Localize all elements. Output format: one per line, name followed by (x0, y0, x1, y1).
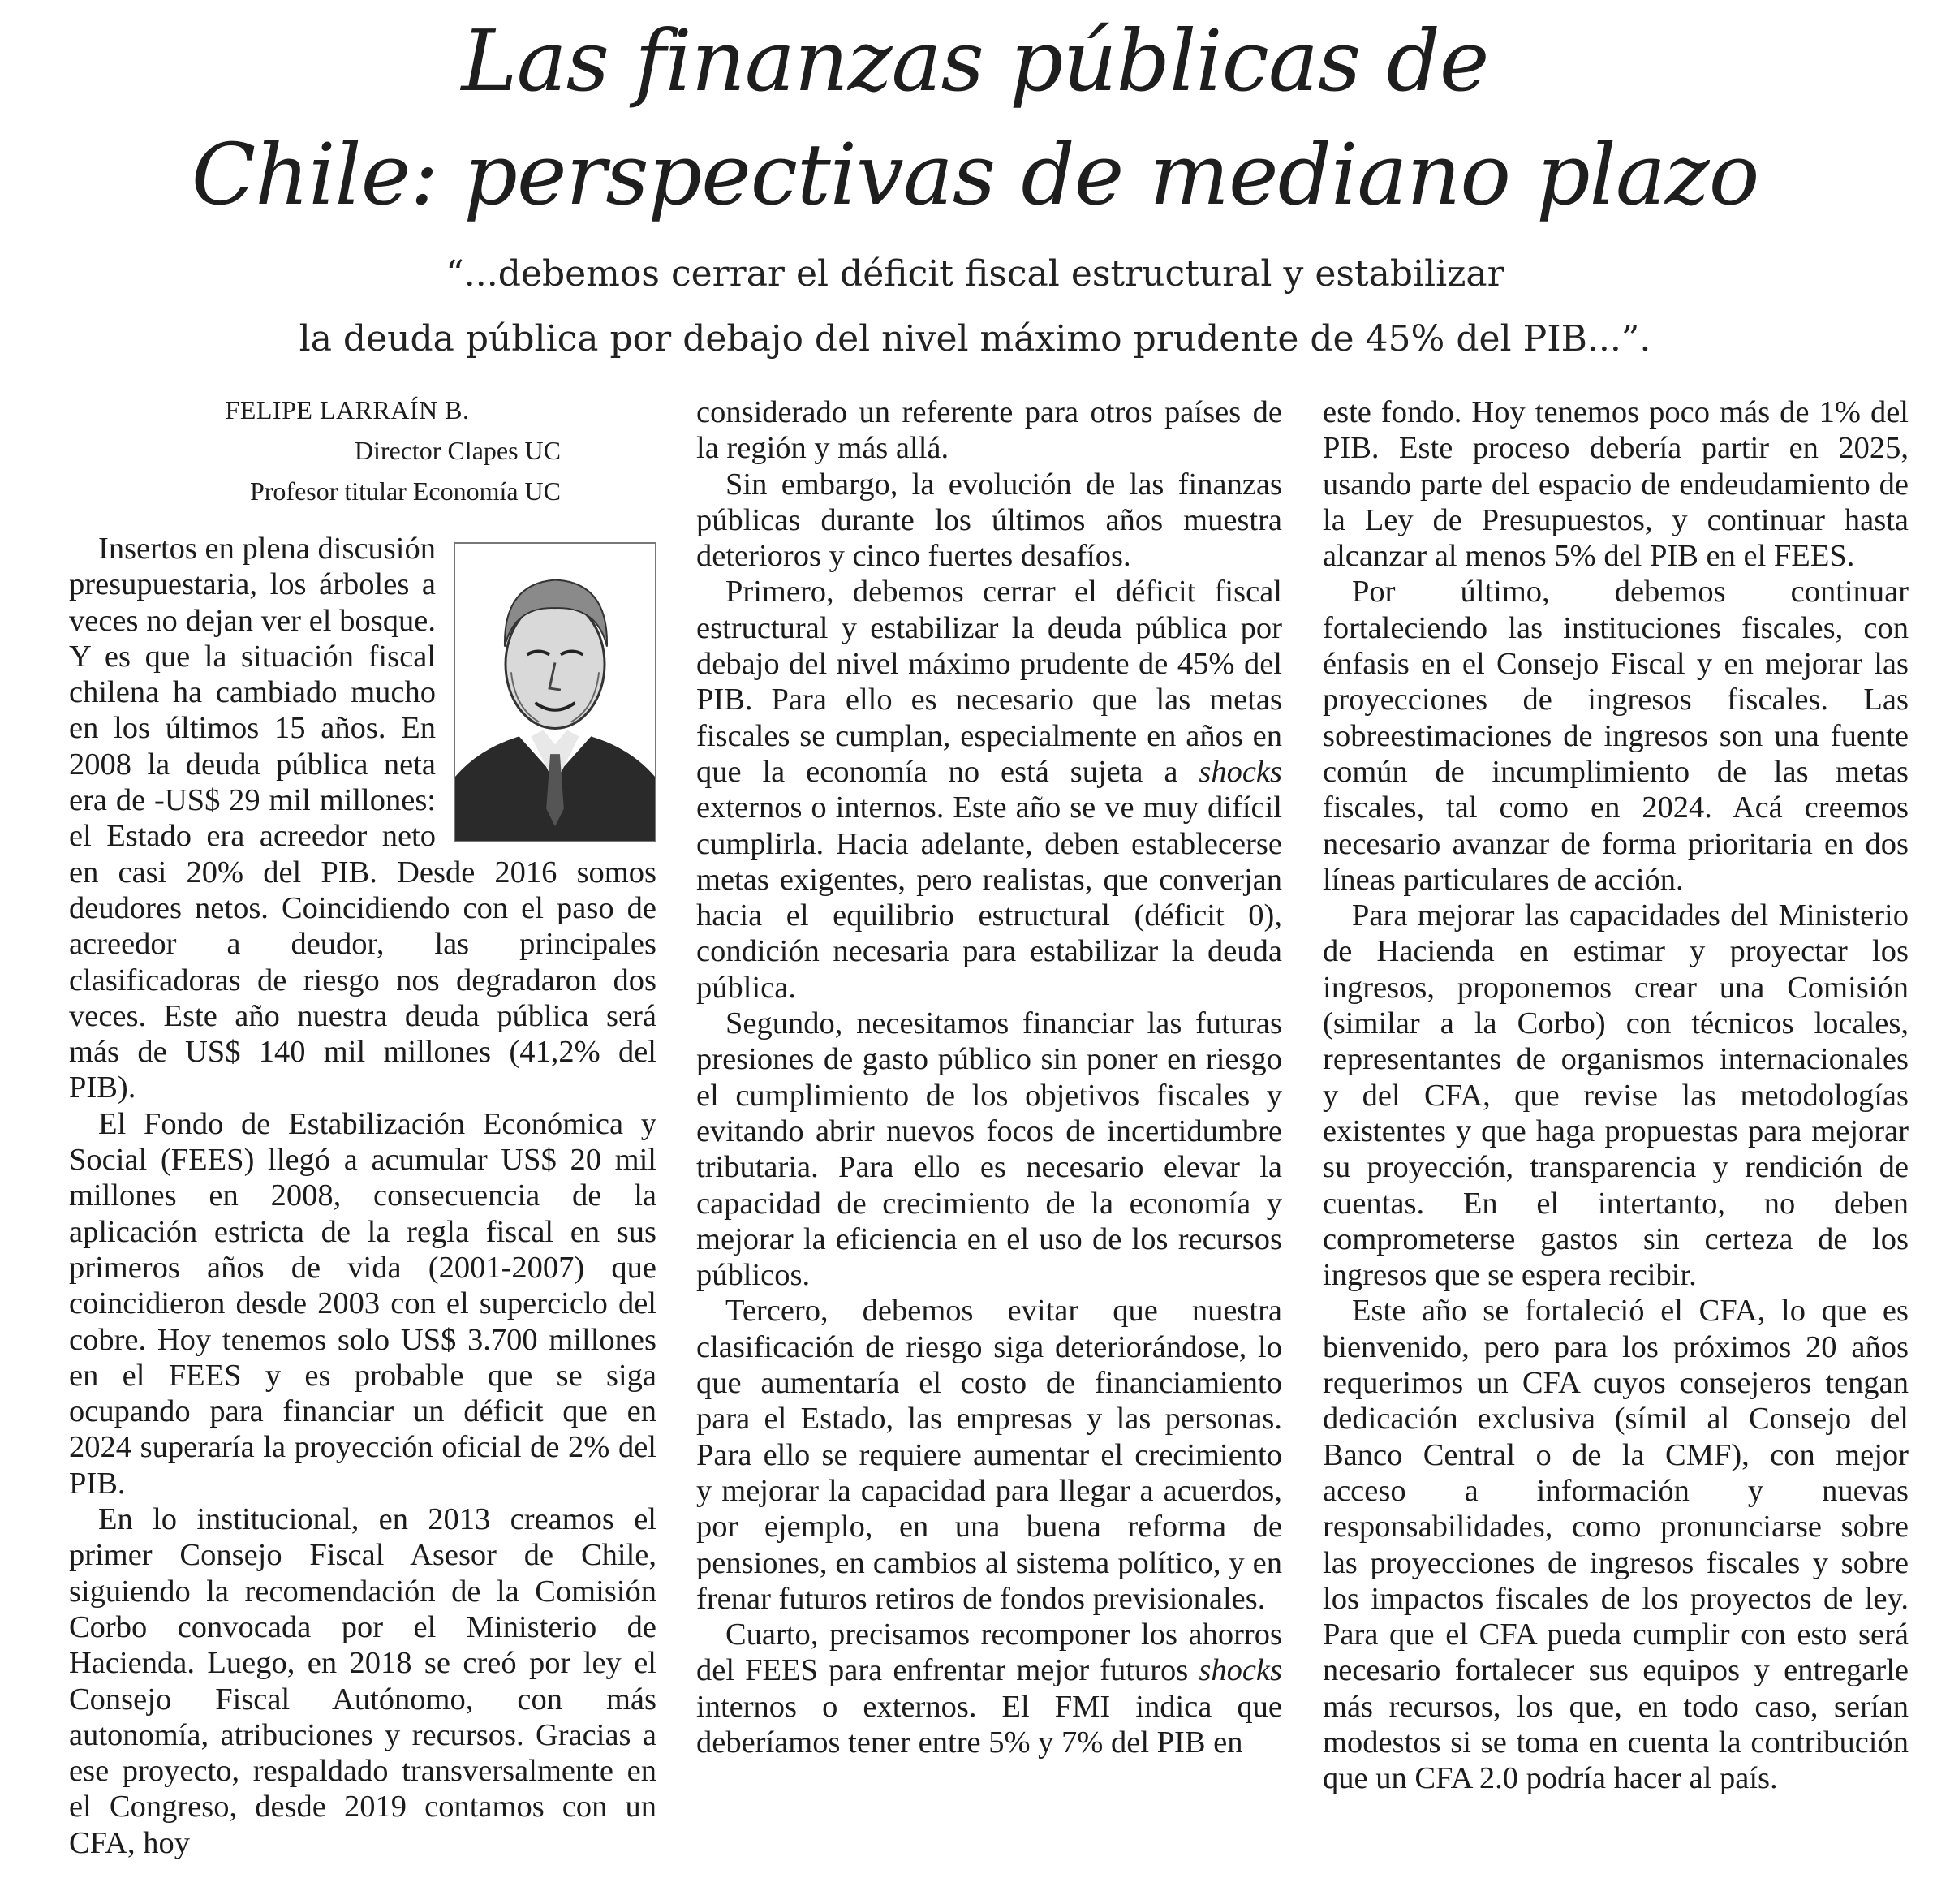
paragraph (696, 574, 1282, 1006)
headline-line-1: Las finanzas públicas de (461, 11, 1489, 110)
portrait-sketch-icon (455, 544, 655, 841)
paragraph-text: Insertos en plena discusión presupuestaria, los árboles a veces no dejan ver el bosque. Y es que la situación fiscal chilena ha cambiado mucho en los últimos 15 años. En 2008 la deuda pública neta era de -US$ 29 mil millones: el Estado era acreedor neto en casi 20% del PIB. Desde 2016 somos deudores netos. Coincidiendo con el paso de acreedor a deudor, las principales clasificadoras de riesgo nos degradaron dos veces. Este año nuestra deuda pública será más de US$ 140 mil millones (41,2% del PIB). (69, 532, 656, 1105)
pull-quote-line-1: “...debemos cerrar el déficit fiscal estructural y estabilizar (446, 253, 1504, 295)
paragraph: Este año se fortaleció el CFA, lo que es bienvenido, pero para los próximos 20 años requerimos un CFA cuyos consejeros tengan dedicación exclusiva (símil al Consejo del Banco Central o de la CMF), con mejor acceso a información y nuevas responsabilidades, como pronunciarse sobre las proyecciones de ingresos fiscales y sobre los impactos fiscales de los proyectos de ley. Para que el CFA pueda cumplir con esto será necesario fortalecer sus equipos y entregarle más recursos, los que, en todo caso, serían modestos si se toma en cuenta la contribución que un CFA 2.0 podría hacer al país. (1323, 1294, 1909, 1796)
column-2 (696, 394, 1282, 1760)
author-portrait (454, 542, 656, 842)
paragraph (69, 531, 656, 1106)
headline-line-2: Chile: perspectivas de mediano plazo (191, 125, 1759, 224)
paragraph: Tercero, debemos evitar que nuestra clasificación de riesgo siga deteriorándose, lo que aumentaría el costo de financiamiento para el Estado, las empresas y las personas. Para ello se requiere aumentar el crecimiento y mejorar la capacidad para llegar a acuerdos, por ejemplo, en una buena reforma de pensiones, en cambios al sistema político, y en frenar futuros retiros de fondos previsionales. (696, 1294, 1282, 1616)
paragraph: Segundo, necesitamos financiar las futuras presiones de gasto público sin poner en riesgo el cumplimiento de los objetivos fiscales y evitando abrir nuevos focos de incertidumbre tributaria. Para ello es necesario elevar la capacidad de crecimiento de la economía y mejorar la eficiencia en el uso de los recursos públicos. (696, 1006, 1282, 1293)
paragraph: Sin embargo, la evolución de las finanzas públicas durante los últimos años muestra deterioros y cinco fuertes desafíos. (696, 467, 1282, 574)
paragraph-continued: considerado un referente para otros países de la región y más allá. (696, 395, 1282, 466)
paragraph-text: externos o internos. Este año se ve muy difícil cumplirla. Hacia adelante, deben establecerse metas exigentes, pero realistas, que converjan hacia el equilibrio estructural (déficit 0), condición necesaria para estabilizar la deuda pública. (696, 790, 1282, 1005)
headline (0, 0, 1950, 231)
author-role-2: Profesor titular Economía UC (249, 476, 561, 506)
paragraph: Por último, debemos continuar fortaleciendo las instituciones fiscales, con énfasis en el Consejo Fiscal y en mejorar las proyecciones de ingresos fiscales. Las sobreestimaciones de ingresos son una fuente común de incumplimiento de las metas fiscales, tal como en 2024. Acá creemos necesario avanzar de forma prioritaria en dos líneas particulares de acción. (1323, 575, 1909, 897)
pull-quote (0, 242, 1950, 372)
byline (69, 390, 656, 511)
paragraph: El Fondo de Estabilización Económica y Social (FEES) llegó a acumular US$ 20 mil millones en 2008, consecuencia de la aplicación estricta de la regla fiscal en sus primeros años de vida (2001-2007) que coincidieron desde 2003 con el superciclo del cobre. Hoy tenemos solo US$ 3.700 millones en el FEES y es probable que se siga ocupando para financiar un déficit que en 2024 superaría la proyección oficial de 2% del PIB. (69, 1106, 656, 1501)
paragraph-continued: este fondo. Hoy tenemos poco más de 1% del PIB. Este proceso debería partir en 2025, usando parte del espacio de endeudamiento de la Ley de Presupuestos, y continuar hasta alcanzar al menos 5% del PIB en el FEES. (1323, 395, 1909, 574)
pull-quote-line-2: la deuda pública por debajo del nivel máximo prudente de 45% del PIB...”. (299, 318, 1651, 360)
emphasis: shocks (1199, 1653, 1282, 1688)
paragraph (696, 1617, 1282, 1760)
author-role-1: Director Clapes UC (354, 436, 561, 465)
emphasis: shocks (1199, 754, 1282, 789)
paragraph: En lo institucional, en 2013 creamos el primer Consejo Fiscal Asesor de Chile, siguiendo la recomendación de la Comisión Corbo convocada por el Ministerio de Hacienda. Luego, en 2018 se creó por ley el Consejo Fiscal Autónomo, con más autonomía, atribuciones y recursos. Gracias a ese proyecto, respaldado transversalmente en el Congreso, desde 2019 contamos con un CFA, hoy (69, 1502, 656, 1860)
author-name: FELIPE LARRAÍN B. (225, 395, 470, 424)
column-3 (1323, 394, 1909, 1797)
column-1 (69, 390, 656, 1861)
paragraph-text: internos o externos. El FMI indica que deberíamos tener entre 5% y 7% del PIB en (696, 1689, 1282, 1760)
paragraph-text: Primero, debemos cerrar el déficit fiscal estructural y estabilizar la deuda pública por debajo del nivel máximo prudente de 45% del PIB. Para ello es necesario que las metas fiscales se cumplan, especialmente en años en que la economía no está sujeta a (696, 575, 1282, 789)
paragraph: Para mejorar las capacidades del Ministerio de Hacienda en estimar y proyectar los ingresos, proponemos crear una Comisión (similar a la Corbo) con técnicos locales, representantes de organismos internacionales y del CFA, que revise las metodologías existentes y que haga propuestas para mejorar su proyección, transparencia y rendición de cuentas. En el intertanto, no deben comprometerse gastos sin certeza de los ingresos que se espera recibir. (1323, 898, 1909, 1293)
paragraph-text: Cuarto, precisamos recomponer los ahorros del FEES para enfrentar mejor futuros (696, 1618, 1282, 1688)
